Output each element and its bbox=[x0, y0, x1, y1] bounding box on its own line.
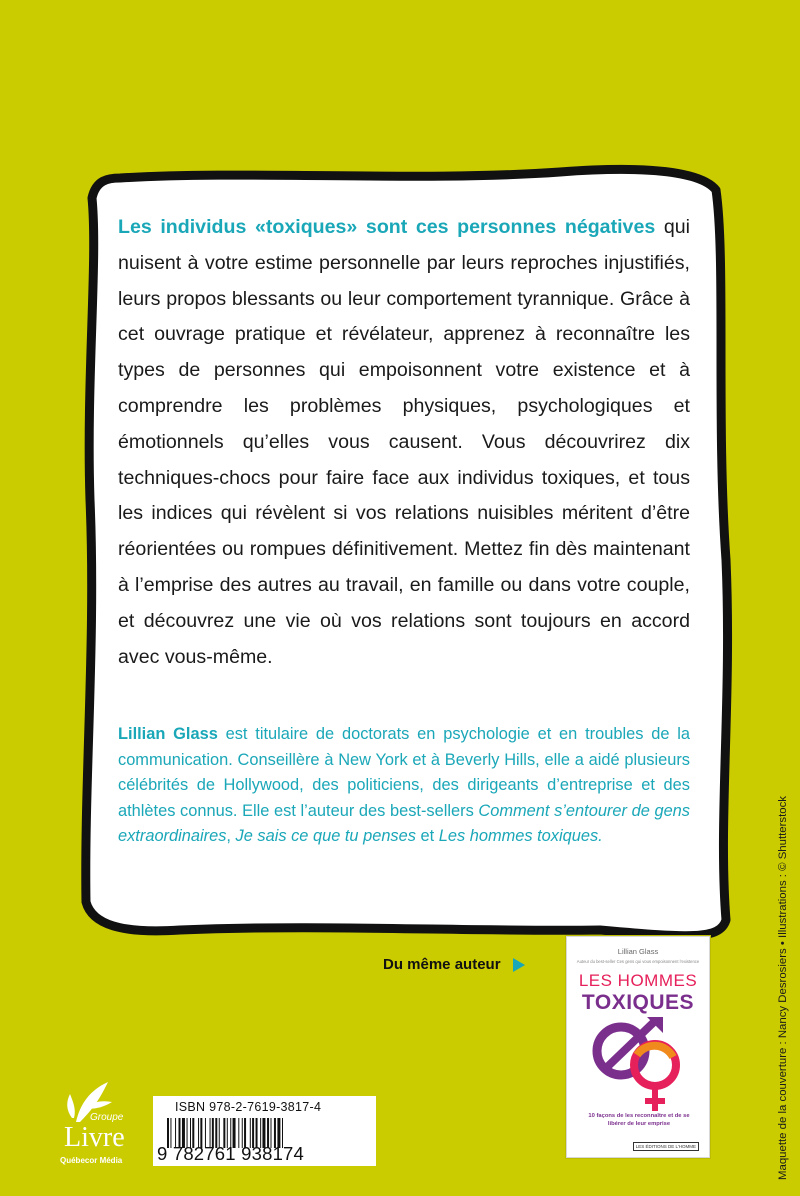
cover-title-line2: TOXIQUES bbox=[581, 991, 695, 1014]
logo-quebecor: Québecor Média bbox=[60, 1156, 123, 1165]
separator-1: , bbox=[226, 827, 236, 846]
arrow-right-icon bbox=[513, 958, 525, 972]
barcode-digits: 9 782761 938174 bbox=[157, 1143, 305, 1164]
logo-groupe: Groupe bbox=[90, 1112, 124, 1123]
cover-publisher-logo: LES ÉDITIONS DE L’HOMME bbox=[633, 1142, 699, 1151]
author-bio bbox=[118, 722, 690, 850]
isbn-barcode bbox=[153, 1096, 376, 1166]
description-lead: Les individus «toxiques» sont ces personnes négatives bbox=[118, 216, 656, 238]
cover-tagline: Auteur du best-seller Ces gens qui vous empoisonnent l’existence bbox=[576, 959, 700, 964]
book-title-1: Comment s’entourer de gens extraordinaires bbox=[118, 801, 690, 846]
bio-text: est titulaire de doctorats en psychologie et en troubles de la communication. Conseillère à New York et à Beverly Hills, elle a aidé plusieurs célébrités de Hollywood, des politiciens, des dirigeants d’entreprise et des athlètes connus. Elle est l’auteur des best-sellers bbox=[118, 725, 690, 820]
cover-credits: Maquette de la couverture : Nancy Desrosiers • Illustrations : © Shutterstock bbox=[777, 795, 789, 1180]
logo-livre: Livre bbox=[64, 1122, 125, 1153]
groupe-livre-logo bbox=[56, 1078, 138, 1174]
separator-2: et bbox=[415, 827, 439, 846]
same-author-label: Du même auteur bbox=[383, 956, 501, 973]
same-author-link bbox=[383, 956, 525, 973]
book-title-2: Je sais ce que tu penses bbox=[235, 827, 416, 846]
main-description bbox=[118, 210, 690, 675]
isbn-number: ISBN 978-2-7619-3817-4 bbox=[175, 1100, 322, 1114]
description-body: qui nuisent à votre estime personnelle par leurs reproches injustifiés, leurs propos blessants ou leur comportement tyrannique. Grâce à cet ouvrage pratique et révélateur, apprenez à reconnaître les types de personnes qui empoisonnent votre existence et à comprendre les problèmes physiques, psychologiques et émotionnels qu’elles vous causent. Vous découvrirez dix techniques-chocs pour faire face aux individus toxiques, et tous les indices qui révèlent si vos relations nuisibles méritent d’être réorientées ou rompues définitivement. Mettez fin dès maintenant à l’emprise des autres au travail, en famille ou dans votre couple, et découvrez une vie où vos relations sont toujours en accord avec vous-même. bbox=[118, 216, 690, 668]
cover-title-line1: LES HOMMES bbox=[578, 971, 698, 990]
book-title-3: Les hommes toxiques. bbox=[438, 827, 603, 846]
cover-subtitle: 10 façons de les reconnaître et de se libérer de leur emprise bbox=[588, 1113, 690, 1127]
cover-author: Lillian Glass bbox=[617, 947, 659, 956]
gender-symbol-icon bbox=[585, 1017, 695, 1117]
author-name: Lillian Glass bbox=[118, 725, 218, 743]
related-book-cover bbox=[566, 936, 710, 1158]
